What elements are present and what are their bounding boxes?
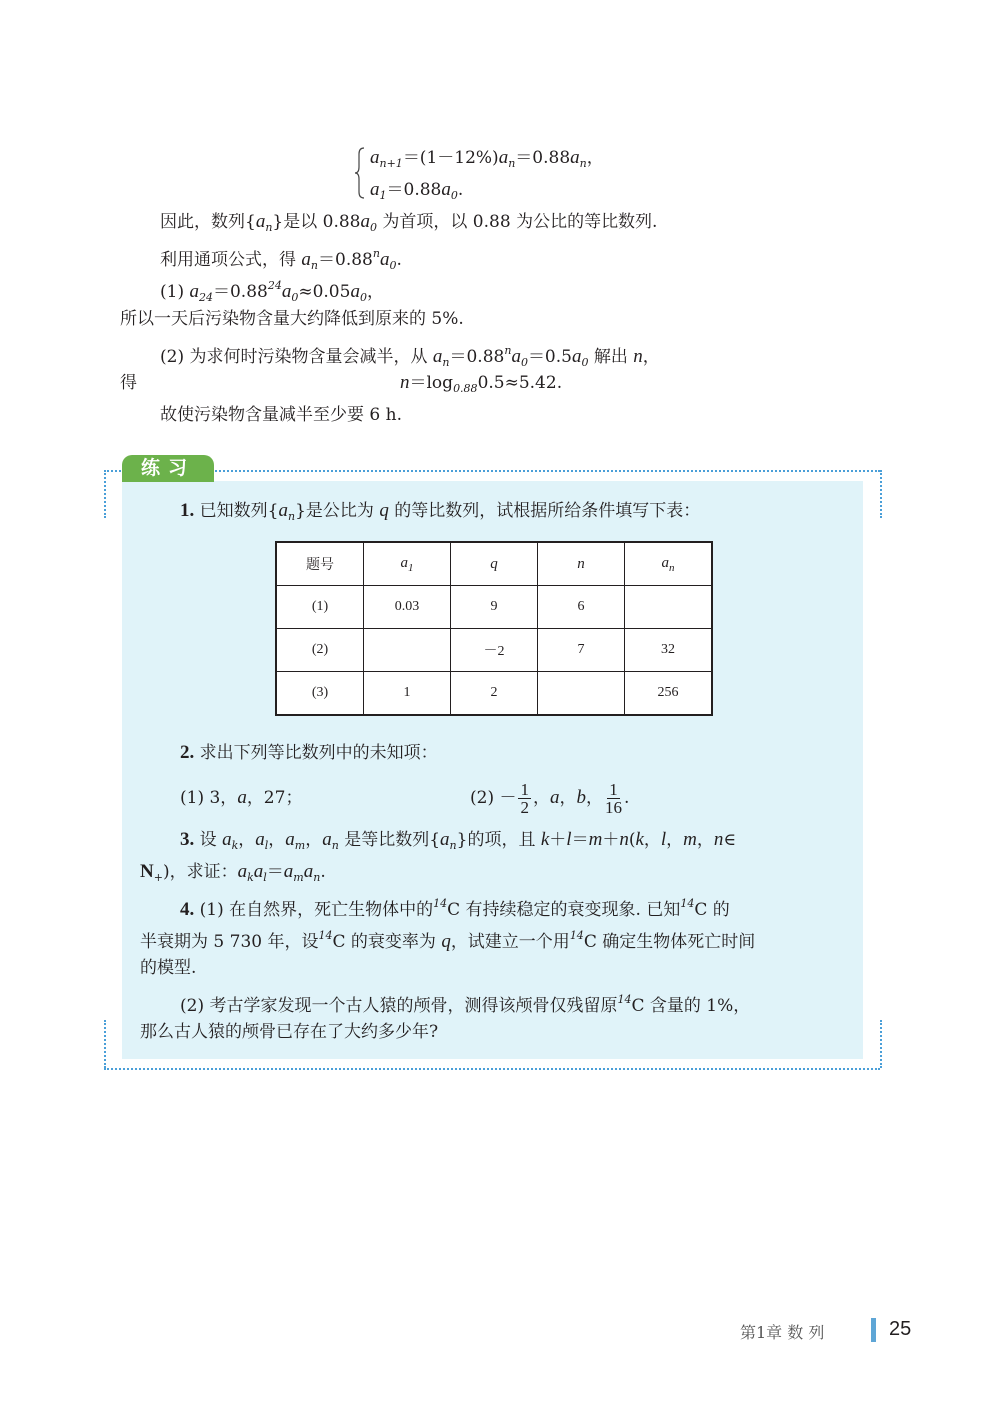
math-subscript: 1 bbox=[379, 189, 387, 202]
fraction bbox=[518, 781, 531, 816]
math-subscript: k bbox=[231, 839, 239, 852]
text-run: 解出 bbox=[588, 347, 634, 367]
text-run: ，27； bbox=[246, 788, 303, 808]
text-run: 0.5≈5.42. bbox=[477, 373, 563, 393]
math-superscript: 14 bbox=[318, 929, 333, 942]
math-variable: a bbox=[255, 211, 266, 232]
text-run: . bbox=[320, 862, 326, 882]
math-variable: b bbox=[576, 787, 586, 808]
math-subscript: l bbox=[263, 871, 267, 884]
math-subscript: 0 bbox=[291, 291, 299, 304]
math-variable: k bbox=[635, 829, 644, 850]
math-variable: a bbox=[303, 861, 314, 882]
math-subscript: n bbox=[669, 561, 675, 574]
math-subscript: n bbox=[310, 259, 318, 272]
solution-line bbox=[160, 210, 657, 240]
table-header-cell bbox=[625, 542, 713, 586]
text-run: C 确定生物体死亡时间 bbox=[583, 932, 756, 952]
text-run: 的模型. bbox=[140, 958, 197, 978]
math-subscript: n bbox=[442, 356, 450, 369]
text-run: ， bbox=[666, 830, 684, 850]
table-cell: 7 bbox=[538, 629, 625, 672]
question-2-part-1 bbox=[180, 784, 302, 812]
math-subscript: n bbox=[265, 221, 273, 234]
exercise-question-1 bbox=[180, 499, 700, 529]
text-run: ＝log bbox=[409, 373, 454, 393]
text-run: ， bbox=[696, 830, 714, 850]
math-subscript: m bbox=[294, 839, 306, 852]
fraction-denominator: 2 bbox=[520, 798, 529, 817]
footer-bar bbox=[871, 1318, 876, 1342]
text-run: ＝ bbox=[266, 862, 284, 882]
math-variable: a bbox=[570, 147, 580, 168]
text-run: C 的衰变率为 bbox=[332, 932, 442, 952]
math-variable: a bbox=[301, 249, 311, 270]
question-number: 2. bbox=[180, 742, 195, 763]
solution-line bbox=[160, 274, 384, 310]
text-run: ， bbox=[559, 788, 577, 808]
solution-line bbox=[120, 307, 464, 331]
text-run: ，试建立一个用 bbox=[450, 932, 570, 952]
question-number: 4. bbox=[180, 899, 195, 920]
text-run: C 的 bbox=[694, 900, 730, 920]
text-run: 半衰期为 5 730 年，设 bbox=[140, 932, 319, 952]
math-subscript: 0.88 bbox=[453, 382, 478, 395]
text-run: ＋ bbox=[602, 830, 620, 850]
math-superscript: 14 bbox=[433, 897, 448, 910]
text-run: (1) 3， bbox=[180, 788, 238, 808]
table-cell bbox=[625, 586, 713, 629]
math-variable: a bbox=[360, 211, 370, 232]
text-run: ＝(1－12%) bbox=[402, 148, 499, 168]
text-run: ， bbox=[585, 788, 603, 808]
math-superscript: 14 bbox=[617, 993, 632, 1006]
text-run: ＝0.88 bbox=[386, 180, 442, 200]
math-subscript: 0 bbox=[450, 189, 458, 202]
math-variable: a bbox=[370, 179, 380, 200]
math-subscript: 0 bbox=[359, 291, 367, 304]
text-run: ， bbox=[643, 830, 661, 850]
text-run: ＝0.88 bbox=[449, 347, 505, 367]
solution-formula bbox=[400, 371, 562, 401]
table-header-cell bbox=[276, 542, 364, 586]
math-variable: n bbox=[577, 555, 585, 572]
math-subscript: n+1 bbox=[379, 157, 403, 170]
text-run: ≈0.05 bbox=[298, 282, 351, 302]
text-run: (1) 在自然界，死亡生物体中的 bbox=[194, 900, 434, 920]
math-variable: k bbox=[540, 829, 550, 850]
exercise-question-4-cont bbox=[140, 956, 196, 980]
math-variable: a bbox=[189, 281, 199, 302]
table-cell: (2) bbox=[276, 629, 364, 672]
text-run: ∈ bbox=[723, 830, 736, 850]
math-superscript: 24 bbox=[267, 279, 282, 292]
table-cell bbox=[364, 629, 451, 672]
math-variable: q bbox=[441, 931, 451, 952]
math-variable: a bbox=[350, 281, 360, 302]
text-run: }是以 0.88 bbox=[272, 212, 361, 232]
text-run: ， bbox=[366, 282, 384, 302]
text-run: 题号 bbox=[306, 558, 334, 573]
math-subscript: n bbox=[449, 839, 457, 852]
table-cell: 256 bbox=[625, 672, 713, 716]
text-run: 求出下列等比数列中的未知项： bbox=[194, 743, 438, 763]
solution-line bbox=[160, 242, 402, 278]
text-run: 设 bbox=[194, 830, 223, 850]
table-cell: 0.03 bbox=[364, 586, 451, 629]
frame-corner bbox=[880, 470, 882, 518]
math-variable: l bbox=[660, 829, 667, 850]
math-variable: n bbox=[633, 346, 643, 367]
math-variable: a bbox=[432, 346, 443, 367]
fraction bbox=[605, 781, 622, 816]
text-run: ＋ bbox=[549, 830, 567, 850]
text-run: ， bbox=[642, 347, 660, 367]
math-subscript: + bbox=[153, 871, 163, 884]
exercise-question-4-cont bbox=[140, 1020, 438, 1044]
text-run: (1) bbox=[160, 282, 190, 302]
math-subscript: m bbox=[293, 871, 304, 884]
text-run: 因此，数列{ bbox=[160, 212, 256, 232]
exercise-question-3 bbox=[180, 828, 736, 858]
table-header-cell bbox=[538, 542, 625, 586]
exercise-question-4 bbox=[180, 892, 730, 922]
math-variable: a bbox=[370, 147, 380, 168]
table-row bbox=[276, 586, 712, 629]
frame-corner bbox=[104, 1020, 106, 1068]
math-variable: n bbox=[619, 829, 629, 850]
math-subscript: n bbox=[579, 157, 587, 170]
text-run: 故使污染物含量减半至少要 6 h. bbox=[160, 405, 402, 425]
question-number: 1. bbox=[180, 500, 195, 521]
table-cell: 6 bbox=[538, 586, 625, 629]
system-line-1 bbox=[370, 146, 604, 176]
math-subscript: 0 bbox=[370, 221, 377, 234]
math-variable: m bbox=[588, 829, 603, 850]
math-subscript: l bbox=[264, 839, 269, 852]
math-subscript: 0 bbox=[389, 259, 397, 272]
text-run: 的等比数列，试根据所给条件填写下表： bbox=[388, 501, 701, 521]
text-run: 利用通项公式，得 bbox=[160, 250, 302, 270]
text-run: 为首项，以 0.88 为公比的等比数列. bbox=[377, 212, 658, 232]
text-run: ＝0.88 bbox=[212, 282, 268, 302]
text-run: }的项，且 bbox=[456, 830, 541, 850]
math-superscript: n bbox=[372, 247, 380, 260]
math-variable: a bbox=[253, 861, 264, 882]
text-run: . bbox=[396, 250, 402, 270]
text-run: ＝0.88 bbox=[515, 148, 571, 168]
exercise-question-3-cont bbox=[140, 860, 326, 890]
text-run: 是等比数列{ bbox=[338, 830, 441, 850]
text-run: ， bbox=[268, 830, 286, 850]
text-run: ， bbox=[238, 830, 256, 850]
text-run: 已知数列{ bbox=[194, 501, 279, 521]
math-variable: a bbox=[322, 829, 332, 850]
math-subscript: n bbox=[313, 871, 321, 884]
math-subscript: 0 bbox=[581, 356, 589, 369]
page-number: 25 bbox=[889, 1318, 912, 1340]
exercise-tab: 练习 bbox=[122, 455, 214, 482]
math-variable: a bbox=[281, 281, 292, 302]
math-variable: a bbox=[571, 346, 582, 367]
question-number: N bbox=[140, 861, 154, 882]
math-variable: a bbox=[283, 861, 294, 882]
solution-line bbox=[160, 339, 660, 375]
text-run: ＝0.88 bbox=[318, 250, 373, 270]
math-subscript: 0 bbox=[520, 356, 528, 369]
text-run: ( bbox=[628, 830, 636, 850]
question-2-part-2 bbox=[470, 780, 629, 816]
math-subscript: 1 bbox=[408, 561, 414, 574]
math-subscript: n bbox=[331, 839, 339, 852]
math-superscript: n bbox=[504, 344, 512, 357]
math-variable: a bbox=[440, 829, 450, 850]
math-superscript: 14 bbox=[680, 897, 695, 910]
table-cell: －2 bbox=[451, 629, 538, 672]
table-cell: 32 bbox=[625, 629, 713, 672]
table-cell: 2 bbox=[451, 672, 538, 716]
table-header-cell bbox=[451, 542, 538, 586]
text-run: . bbox=[457, 180, 464, 200]
table-header-cell bbox=[364, 542, 451, 586]
text-run: C 含量的 1%， bbox=[631, 996, 751, 1016]
text-run: ， bbox=[532, 788, 550, 808]
table-header-row bbox=[276, 542, 712, 586]
text-run: )，求证： bbox=[162, 862, 238, 882]
text-run: . bbox=[623, 788, 630, 808]
fraction-denominator: 16 bbox=[604, 798, 622, 817]
table-row bbox=[276, 629, 712, 672]
math-variable: a bbox=[285, 829, 295, 850]
text-run: ＝0.5 bbox=[527, 347, 572, 367]
text-run: 得 bbox=[120, 373, 137, 393]
math-subscript: 24 bbox=[198, 291, 213, 304]
table-cell: (1) bbox=[276, 586, 364, 629]
table-cell: 1 bbox=[364, 672, 451, 716]
text-run: (2) 考古学家发现一个古人猿的颅骨，测得该颅骨仅残留原 bbox=[180, 996, 618, 1016]
text-run: ＝ bbox=[571, 830, 589, 850]
exercise-question-2 bbox=[180, 741, 438, 765]
math-variable: n bbox=[400, 372, 410, 393]
math-variable: a bbox=[278, 500, 288, 521]
question-number: 3. bbox=[180, 829, 195, 850]
math-variable: l bbox=[566, 829, 572, 850]
table-cell: (3) bbox=[276, 672, 364, 716]
text-run: 所以一天后污染物含量大约降低到原来的 5%. bbox=[120, 309, 464, 329]
system-line-2 bbox=[370, 178, 463, 208]
math-variable: q bbox=[490, 555, 498, 572]
fraction-numerator: 1 bbox=[609, 780, 618, 799]
exercise-question-4-cont bbox=[140, 924, 755, 954]
math-variable: a bbox=[255, 829, 265, 850]
math-subscript: n bbox=[508, 157, 516, 170]
math-variable: a bbox=[400, 554, 408, 571]
frame-corner bbox=[104, 470, 106, 518]
math-superscript: 14 bbox=[569, 929, 584, 942]
math-variable: a bbox=[441, 179, 451, 200]
table-row bbox=[276, 672, 712, 716]
math-subscript: n bbox=[287, 510, 296, 523]
math-variable: a bbox=[237, 787, 247, 808]
text-run: (2) － bbox=[470, 788, 517, 808]
math-variable: a bbox=[549, 787, 560, 808]
math-variable: a bbox=[661, 554, 669, 571]
text-run: 那么古人猿的颅骨已存在了大约多少年? bbox=[140, 1022, 439, 1042]
math-variable: q bbox=[379, 500, 389, 521]
math-variable: a bbox=[498, 147, 509, 168]
math-variable: a bbox=[511, 346, 521, 367]
math-variable: a bbox=[379, 249, 390, 270]
text-run: ， bbox=[586, 148, 604, 168]
fraction-numerator: 1 bbox=[520, 780, 529, 799]
text-run: C 有持续稳定的衰变现象. 已知 bbox=[447, 900, 681, 920]
text-run: }是公比为 bbox=[295, 501, 380, 521]
math-variable: n bbox=[713, 829, 724, 850]
footer-chapter: 第1章 数 列 bbox=[740, 1323, 825, 1342]
exercise-table bbox=[275, 541, 713, 716]
exercise-question-4-part-2 bbox=[180, 988, 750, 1018]
math-variable: a bbox=[237, 861, 248, 882]
math-variable: m bbox=[683, 829, 697, 850]
system-brace bbox=[354, 147, 366, 199]
table-cell bbox=[538, 672, 625, 716]
text-run: (2) 为求何时污染物含量会减半，从 bbox=[160, 347, 433, 367]
solution-line bbox=[160, 403, 402, 427]
table-cell: 9 bbox=[451, 586, 538, 629]
frame-corner bbox=[880, 1020, 882, 1068]
text-run: ， bbox=[305, 830, 323, 850]
math-variable: a bbox=[222, 829, 232, 850]
solution-line bbox=[120, 371, 137, 395]
math-subscript: k bbox=[247, 871, 254, 884]
